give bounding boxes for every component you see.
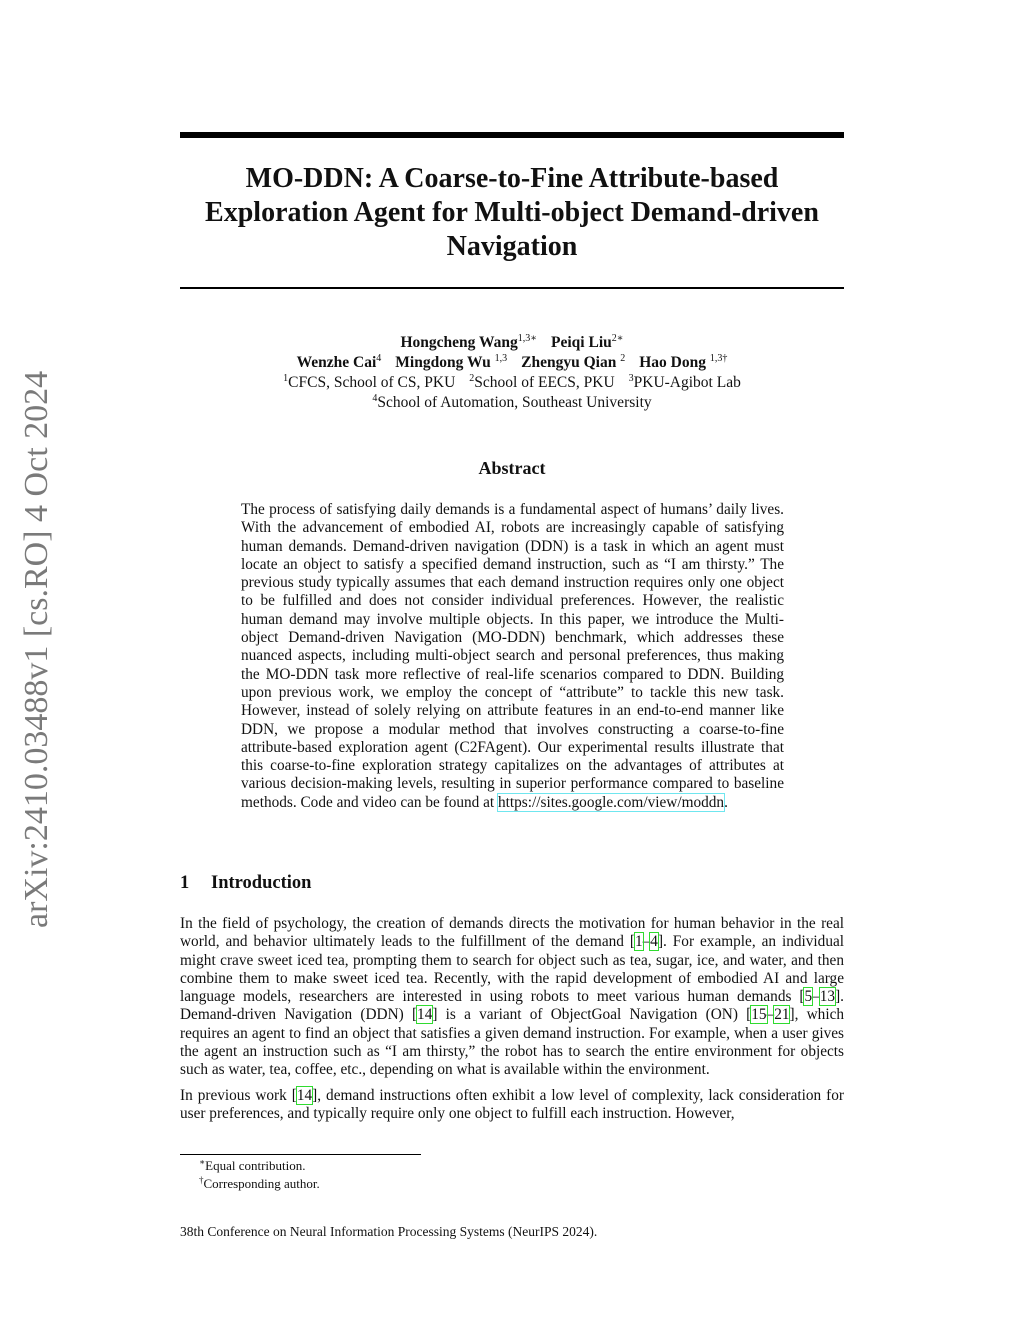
footnote [180, 1175, 680, 1193]
text-run: ], which requires an agent to find an object that satisfies a given demand instruction. For example, when a user gives the agent an instruction such as “I am thirsty,” the robot has to search the entire environment for objects such as water, tea, coffee, etc., depending on what is available within the environment. [180, 1006, 845, 1079]
text-run: In the field of psychology, the creation of demands directs the motivation for human behavior in the real world, and behavior ultimately leads to the fulfillment of the demand [ [180, 915, 844, 951]
conference-note: 38th Conference on Neural Information Processing Systems (NeurIPS 2024). [180, 1224, 598, 1239]
author-name: Hongcheng Wang [400, 334, 518, 351]
footnote-text: Corresponding author. [203, 1176, 320, 1191]
project-link[interactable]: https://sites.google.com/view/moddn [498, 793, 725, 811]
citation-link[interactable]: 13 [819, 988, 836, 1006]
abstract-heading: Abstract [478, 458, 546, 478]
citation-link[interactable]: 4 [650, 933, 658, 951]
author-affil-mark: 1,3∗ [517, 333, 538, 344]
abstract-body [241, 501, 784, 812]
footnotes [180, 1157, 680, 1193]
citation-link[interactable]: 14 [296, 1086, 313, 1104]
abstract-text: The process of satisfying daily demands is a fundamental aspect of humans’ daily lives. With the advancement of embodied AI, robots are increasingly capable of satisfying human demands. Demand-driven navigation (DDN) is a task in which an agent must locate an object to satisfy a specified demand instruction, such as “I am thirsty.” The previous study typically assumes that each demand instruction requires only one object to be fulfilled and does not consider individual preferences. However, the realistic human demand may involve multiple objects. In this paper, we introduce the Multi-object Demand-driven Navigation (MO-DDN) benchmark, which addresses these nuanced aspects, including multi-object search and personal preferences, thus making the MO-DDN task more reflective of real-life scenarios compared to DDN. Building upon previous work, we employ the concept of “attribute” to tackle this new task. However, instead of solely relying on attribute features in an end-to-end manner like DDN, we propose a modular method that involves constructing a coarse-to-fine attribute-based exploration agent (C2FAgent). Our experimental results illustrate that this coarse-to-fine exploration strategy capitalizes on the advantages of attributes at various decision-making levels, resulting in superior performance compared to baseline methods. Code and video can be found at [241, 501, 784, 811]
text-run: – [812, 988, 820, 1006]
author-affil-mark: 2∗ [611, 333, 624, 344]
author-affil-mark: 4 [376, 353, 382, 364]
section-title: Introduction [211, 873, 312, 893]
citation-link[interactable]: 21 [774, 1006, 790, 1024]
title-rule-top [180, 132, 844, 138]
arxiv-stamp: arXiv:2410.03488v1 [cs.RO] 4 Oct 2024 [18, 370, 55, 928]
author-block [180, 333, 844, 413]
section-number: 1 [180, 873, 190, 893]
affiliation-line [180, 393, 844, 413]
author-name: Zhengyu Qian [521, 354, 617, 371]
author-name: Peiqi Liu [551, 334, 612, 351]
citation-link[interactable]: 14 [417, 1006, 433, 1024]
text-run: ] is a variant of ObjectGoal Navigation (ON) [ [432, 1006, 752, 1024]
affil-mark: 4 [372, 393, 378, 404]
affiliation: PKU-Agibot Lab [633, 374, 741, 391]
author-line [180, 353, 844, 373]
paragraph [180, 1087, 844, 1124]
author-name: Mingdong Wu [395, 354, 491, 371]
footnote [180, 1157, 680, 1175]
introduction-body [180, 915, 844, 1130]
footnote-rule [180, 1154, 421, 1155]
affil-mark: 3 [628, 373, 634, 384]
title-line: Navigation [446, 231, 578, 262]
affil-mark: 1 [283, 373, 289, 384]
abstract-end: . [724, 793, 728, 811]
title-line: MO-DDN: A Coarse-to-Fine Attribute-based [245, 163, 779, 194]
title-rule-bottom [180, 287, 844, 289]
footnote-text: Equal contribution. [205, 1158, 306, 1173]
paper-title [180, 162, 844, 264]
affiliation: School of EECS, PKU [474, 374, 615, 391]
citation-link[interactable]: 1 [634, 933, 643, 951]
text-run: – [766, 1006, 775, 1024]
title-line: Exploration Agent for Multi-object Demand-driven [205, 197, 819, 228]
text-run: ]. Demand-driven Navigation (DDN) [ [180, 988, 844, 1024]
author-affil-mark: 1,3† [709, 353, 728, 364]
author-name: Hao Dong [639, 354, 706, 371]
text-run: ]. For example, an individual might crave sweet iced tea, prompting them to search for object such as tea, sugar, ice, and water, and then combine them to make sweet iced tea. Recently, with the rapid development of embodied AI and large language models, researchers are interested in using robots to meet various human demands [ [180, 933, 845, 1006]
author-name: Wenzhe Cai [296, 354, 377, 371]
text-run: – [642, 933, 651, 951]
affiliation-line [180, 373, 844, 393]
section-heading [180, 873, 844, 894]
author-affil-mark: 2 [620, 353, 626, 364]
author-affil-mark: 1,3 [494, 353, 508, 364]
affil-mark: 2 [469, 373, 475, 384]
footnote-mark: † [199, 1175, 204, 1185]
citation-link[interactable]: 5 [804, 988, 813, 1006]
footnote-mark: ∗ [199, 1157, 206, 1167]
affiliation: CFCS, School of CS, PKU [288, 374, 456, 391]
text-run: ], demand instructions often exhibit a low level of complexity, lack consideration for user preferences, and typically require only one object to fulfill each instruction. However, [180, 1086, 844, 1122]
affiliation: School of Automation, Southeast University [377, 394, 652, 411]
citation-link[interactable]: 15 [751, 1006, 767, 1024]
author-line [180, 333, 844, 353]
paragraph [180, 915, 844, 1080]
text-run: In previous work [ [180, 1086, 297, 1104]
